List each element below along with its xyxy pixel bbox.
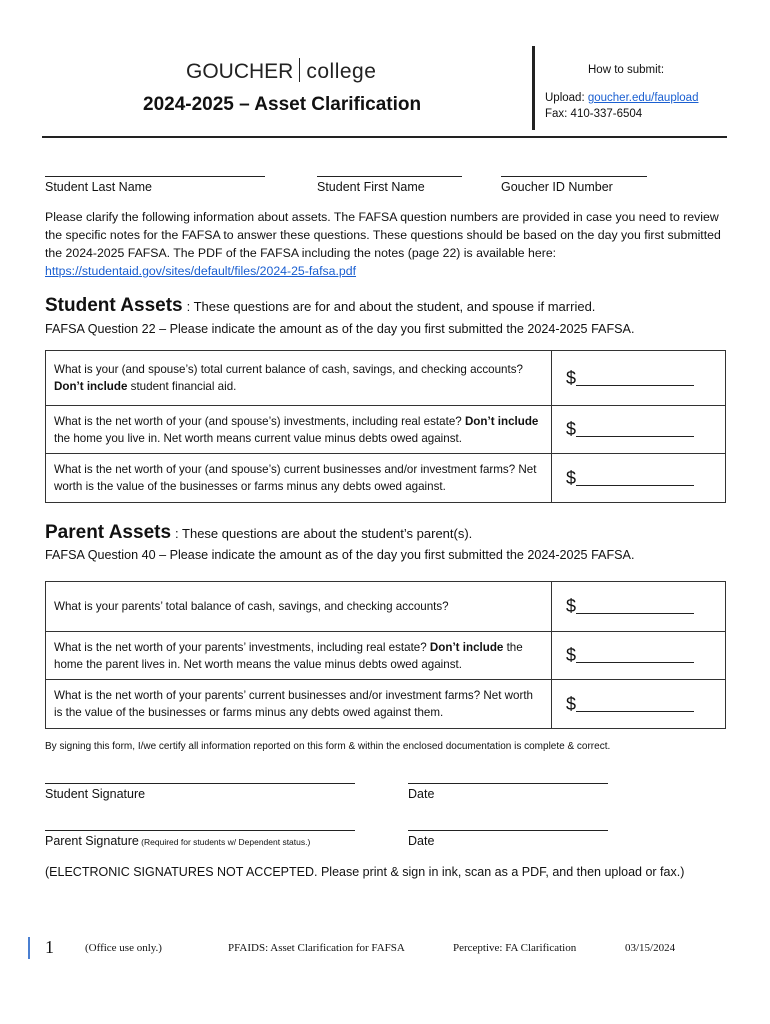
- intro-paragraph: [45, 208, 735, 280]
- logo-college: college: [306, 60, 377, 83]
- parent-signature-field[interactable]: [45, 830, 355, 831]
- parent-q3-amount-field[interactable]: $: [551, 680, 725, 729]
- footer-date: 03/15/2024: [625, 942, 676, 954]
- table-row: [46, 632, 726, 680]
- goucher-logo: [186, 58, 376, 84]
- header-horizontal-rule: [42, 136, 727, 138]
- table-row: [46, 680, 726, 729]
- parent-q2: What is the net worth of your parents’ investments, including real estate? Don’t include the home the parent lives in. Net worth means the value minus debts owed against.: [46, 632, 552, 680]
- goucher-id-label: Goucher ID Number: [501, 180, 613, 194]
- student-fafsa-question-note: FAFSA Question 22 – Please indicate the amount as of the day you first submitted the 2024-2025 FAFSA.: [45, 322, 635, 336]
- logo-divider: [299, 58, 300, 82]
- intro-text: Please clarify the following information about assets. The FAFSA question numbers are provided in case you need to review the specific notes for the FAFSA to answer these questions. These questions should be based on the day you first submitted the 2024-2025 FAFSA. The PDF of the FAFSA including the notes (page 22) is available here:: [45, 210, 721, 260]
- student-date-field[interactable]: [408, 783, 608, 784]
- footer-perceptive: Perceptive: FA Clarification: [453, 942, 577, 954]
- student-date-label: Date: [408, 787, 435, 801]
- footer-pfaids: PFAIDS: Asset Clarification for FAFSA: [228, 942, 405, 954]
- student-assets-heading: [45, 295, 595, 317]
- student-assets-table: [45, 350, 726, 503]
- student-q3: What is the net worth of your (and spouse’s) current businesses and/or investment farms? Net worth is the value of the businesses or farms minus any debts owed against.: [46, 454, 552, 503]
- certification-statement: By signing this form, I/we certify all information reported on this form & within the enclosed documentation is complete & correct.: [45, 741, 611, 752]
- last-name-label: Student Last Name: [45, 180, 153, 194]
- student-q2-amount-field[interactable]: $: [551, 406, 725, 454]
- parent-q3: What is the net worth of your parents’ current businesses and/or investment farms? Net worth is the value of the businesses or farms minus any debts owed against them.: [46, 680, 552, 729]
- last-name-field[interactable]: [45, 176, 265, 177]
- table-row: [46, 351, 726, 406]
- student-assets-title: Student Assets: [45, 295, 183, 316]
- parent-signature-text: Parent Signature: [45, 834, 139, 848]
- parent-assets-subheading: : These questions are about the student’s parent(s).: [175, 526, 473, 541]
- student-signature-label: Student Signature: [45, 787, 146, 801]
- fafsa-pdf-link[interactable]: https://studentaid.gov/sites/default/files/2024-25-fafsa.pdf: [45, 264, 357, 278]
- logo-goucher: GOUCHER: [186, 60, 294, 83]
- parent-q1: What is your parents’ total balance of cash, savings, and checking accounts?: [46, 582, 552, 632]
- student-q1-amount-field[interactable]: $: [551, 351, 725, 406]
- parent-assets-title: Parent Assets: [45, 522, 172, 543]
- parent-q2-amount-field[interactable]: $: [551, 632, 725, 680]
- upload-line: [545, 92, 698, 104]
- student-q3-amount-field[interactable]: $: [551, 454, 725, 503]
- how-to-submit-label: How to submit:: [588, 64, 665, 76]
- parent-fafsa-question-note: FAFSA Question 40 – Please indicate the amount as of the day you first submitted the 2024-2025 FAFSA.: [45, 548, 635, 562]
- table-row: [46, 454, 726, 503]
- student-q1: What is your (and spouse’s) total current balance of cash, savings, and checking accounts? Don’t include student financial aid.: [46, 351, 552, 406]
- parent-date-label: Date: [408, 834, 435, 848]
- table-row: [46, 406, 726, 454]
- parent-assets-table: [45, 581, 726, 729]
- parent-q1-amount-field[interactable]: $: [551, 582, 725, 632]
- parent-assets-heading: [45, 522, 472, 544]
- student-q2: What is the net worth of your (and spouse’s) investments, including real estate? Don’t include the home you live in. Net worth means current value minus debts owed against.: [46, 406, 552, 454]
- parent-signature-note: (Required for students w/ Dependent status.): [138, 837, 311, 847]
- student-assets-subheading: : These questions are for and about the student, and spouse if married.: [186, 299, 596, 314]
- student-signature-field[interactable]: [45, 783, 355, 784]
- goucher-id-field[interactable]: [501, 176, 647, 177]
- header-vertical-divider: [532, 46, 535, 130]
- fax-number: Fax: 410-337-6504: [545, 108, 643, 120]
- footer-office-use: (Office use only.): [85, 942, 162, 954]
- page-number: 1: [45, 937, 54, 957]
- electronic-signature-note: (ELECTRONIC SIGNATURES NOT ACCEPTED. Please print & sign in ink, scan as a PDF, and then upload or fax.): [45, 865, 685, 879]
- upload-label: Upload:: [545, 92, 588, 104]
- table-row: [46, 582, 726, 632]
- parent-signature-label: [45, 834, 310, 848]
- first-name-label: Student First Name: [317, 180, 425, 194]
- footer-accent-bar: [28, 937, 30, 959]
- parent-date-field[interactable]: [408, 830, 608, 831]
- page-title: 2024-2025 – Asset Clarification: [143, 94, 422, 115]
- upload-link[interactable]: goucher.edu/faupload: [587, 92, 699, 104]
- first-name-field[interactable]: [317, 176, 462, 177]
